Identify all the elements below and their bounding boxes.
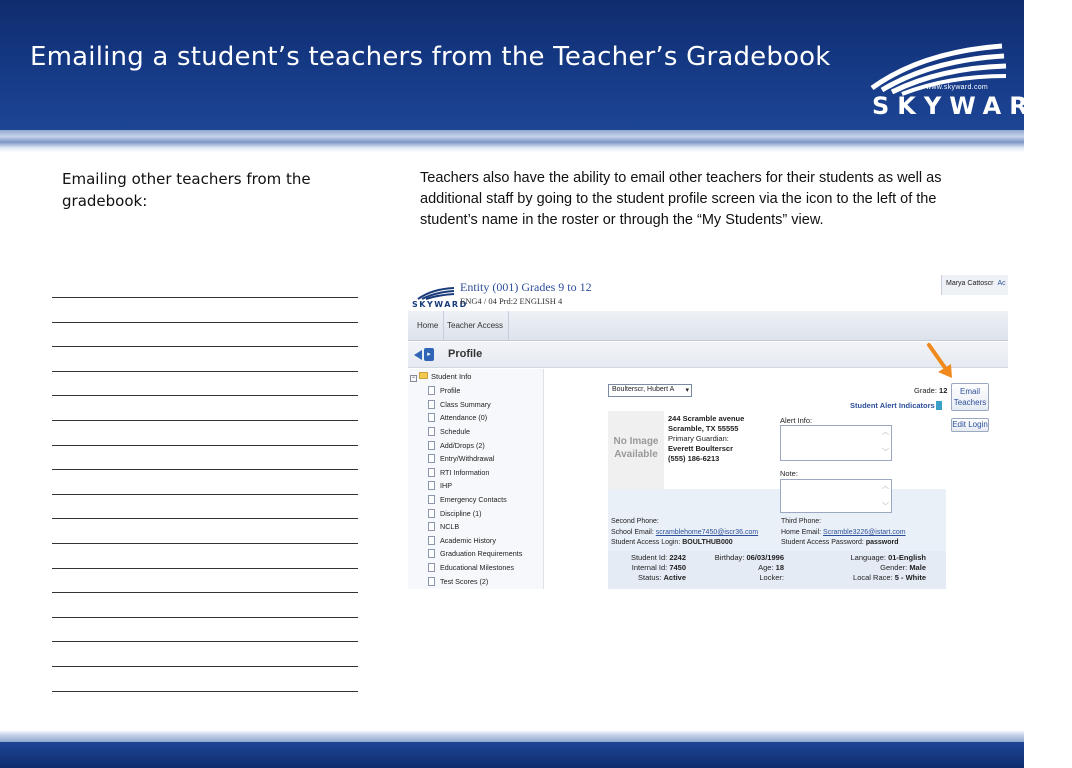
user-menu[interactable] — [941, 275, 1008, 295]
tree-item-test-scores[interactable] — [428, 574, 522, 588]
user-account-link[interactable]: Ac — [997, 280, 1006, 287]
age-value: 18 — [775, 563, 784, 572]
note-line — [52, 346, 358, 371]
student-ids — [611, 553, 946, 583]
tree-item-profile[interactable] — [428, 384, 522, 398]
logo-wordmark — [872, 92, 1072, 120]
tree-item-label: Graduation Requirements — [440, 549, 523, 559]
tree-item-label: Entry/Withdrawal — [440, 454, 495, 464]
document-icon — [428, 577, 435, 586]
tree-item-label: Class Summary — [440, 399, 491, 409]
slide-header — [0, 0, 1072, 130]
home-email-link[interactable]: Scramble3226@istart.com — [823, 528, 906, 536]
home-email-label: Home Email: — [781, 528, 822, 536]
tree-item-entry-withdrawal[interactable] — [428, 452, 522, 466]
note-line — [52, 395, 358, 420]
document-icon — [428, 481, 435, 490]
alert-indicator-icon[interactable] — [936, 401, 942, 410]
tree-item-label: IHP — [440, 481, 452, 491]
tree-item-attendance[interactable] — [428, 411, 522, 425]
collapse-icon[interactable]: − — [411, 375, 416, 381]
document-icon — [428, 495, 435, 504]
language-label: Language: — [850, 553, 886, 562]
document-icon — [428, 454, 435, 463]
document-icon — [428, 413, 435, 422]
tree-item-emergency-contacts[interactable] — [428, 493, 522, 507]
language-value: 01-English — [888, 553, 926, 562]
birthday-value: 06/03/1996 — [746, 553, 784, 562]
second-phone-label: Second Phone: — [611, 518, 659, 525]
tree-item-label: Emergency Contacts — [440, 495, 507, 505]
no-image-placeholder — [608, 411, 664, 489]
tree-item-rti[interactable] — [428, 466, 522, 480]
app-logo — [412, 287, 468, 309]
nav-arrows-icon[interactable]: ▸ — [424, 348, 434, 361]
tree-item-nclb[interactable] — [428, 520, 522, 534]
grade-label: Grade: — [914, 386, 937, 395]
student-address — [668, 414, 744, 464]
third-phone-label: Third Phone: — [781, 518, 822, 525]
birthday-label: Birthday: — [714, 553, 745, 562]
guardian-phone: (555) 186-6213 — [668, 454, 720, 463]
logo-url: www.skyward.com — [926, 84, 989, 91]
tree-item-label: Educational Milestones — [440, 563, 514, 573]
logo-word-text: SKYWARD — [872, 92, 1064, 120]
header-stripes — [0, 130, 1024, 152]
alert-info-label: Alert Info: — [780, 416, 813, 425]
description-paragraph: Teachers also have the ability to email other teachers for their students as well as additional staff by going to the student profile screen via the icon to the left of the student’s name in the roster or through the “My Students” view. — [420, 170, 942, 228]
document-icon — [428, 563, 435, 572]
note-line — [52, 371, 358, 396]
app-topbar — [408, 275, 1008, 311]
tree-item-label: Discipline (1) — [440, 508, 482, 518]
nav-home[interactable]: Home — [412, 311, 444, 341]
password-value: password — [865, 539, 899, 546]
chevron-down-icon: ▾ — [685, 387, 689, 394]
student-id-value: 2242 — [669, 553, 686, 562]
profile-screenshot — [408, 275, 1008, 589]
internal-id-label: Internal Id: — [631, 563, 668, 572]
footer-stripes — [0, 730, 1024, 742]
login-value: BOULTHUB000 — [682, 539, 733, 546]
tree-item-class-summary[interactable] — [428, 398, 522, 412]
note-line — [52, 568, 358, 593]
note-line — [52, 494, 358, 519]
tree-item-schedule[interactable] — [428, 425, 522, 439]
tree-item-label: Test Scores (2) — [440, 576, 489, 586]
tree-item-label: Profile — [440, 386, 461, 396]
school-email-label: School Email: — [611, 528, 654, 536]
status-label: Status: — [638, 573, 662, 582]
logo-registered: ® — [1063, 92, 1072, 101]
tree-item-add-drops[interactable] — [428, 438, 522, 452]
guardian-name: Everett Boulterscr — [668, 444, 734, 453]
guardian-label: Primary Guardian: — [668, 434, 729, 443]
tree-item-discipline[interactable] — [428, 506, 522, 520]
profile-header — [408, 342, 1008, 368]
document-icon — [428, 468, 435, 477]
password-label: Student Access Password: — [781, 539, 864, 546]
entity-title[interactable]: Entity (001) Grades 9 to 12 — [460, 280, 592, 294]
notes-heading: Emailing other teachers from the gradebook: — [62, 170, 311, 210]
scroll-arrows-icon[interactable]: ︿ ﹀ — [882, 429, 889, 456]
skyward-logo — [862, 44, 1072, 124]
nav-teacher-access[interactable]: Teacher Access — [442, 311, 509, 341]
note-line — [52, 691, 358, 716]
document-icon — [428, 522, 435, 531]
contact-info — [611, 517, 946, 549]
note-textarea[interactable] — [780, 479, 892, 513]
login-label: Student Access Login: — [611, 539, 681, 546]
document-icon — [428, 509, 435, 518]
note-line — [52, 445, 358, 470]
document-icon — [428, 536, 435, 545]
document-icon — [428, 386, 435, 395]
no-image-line2: Available — [614, 449, 658, 460]
note-line — [52, 666, 358, 691]
document-icon — [428, 441, 435, 450]
profile-heading: Profile — [448, 348, 483, 360]
tree-item-label: Academic History — [440, 535, 496, 545]
slide-title: Emailing a student’s teachers from the Teacher’s Gradebook — [30, 42, 831, 72]
school-email-link[interactable]: scramblehome7450@iscr36.com — [655, 528, 759, 536]
note-line — [52, 518, 358, 543]
email-teachers-line1: Email — [959, 387, 980, 396]
grade-display — [914, 386, 947, 395]
edit-login-button[interactable]: Edit Login — [951, 418, 989, 432]
document-icon — [428, 427, 435, 436]
app-logo-word: SKYWARD — [412, 300, 468, 309]
address-street: 244 Scramble avenue — [668, 414, 745, 423]
folder-icon — [419, 372, 428, 379]
tree-item-graduation-requirements[interactable] — [428, 547, 522, 561]
document-icon — [428, 400, 435, 409]
alert-indicators-link[interactable]: Student Alert Indicators — [850, 401, 935, 410]
tree-item-ihp[interactable] — [428, 479, 522, 493]
tree-item-label: Attendance (0) — [440, 413, 488, 423]
locker-label: Locker: — [759, 573, 784, 582]
gender-value: Male — [909, 563, 926, 572]
student-select-value: Boulterscr, Hubert A — [612, 386, 675, 393]
race-value: 5 - White — [894, 573, 926, 582]
note-line — [52, 543, 358, 568]
class-subtitle: ENG4 / 04 Prd:2 ENGLISH 4 — [460, 296, 563, 306]
tree-item-label: NCLB — [440, 522, 460, 532]
student-select[interactable] — [608, 384, 692, 397]
slide-footer — [0, 742, 1024, 768]
address-city: Scramble, TX 55555 — [668, 424, 739, 433]
status-value: Active — [663, 573, 686, 582]
student-id-label: Student Id: — [630, 553, 668, 562]
scroll-arrows-icon[interactable]: ︿ ﹀ — [882, 483, 889, 510]
note-line — [52, 641, 358, 666]
note-line — [52, 592, 358, 617]
tree-root-label: Student Info — [431, 372, 472, 381]
user-name: Marya Cattoscr — [946, 280, 994, 287]
tree-item-educational-milestones[interactable] — [428, 561, 522, 575]
callout-arrow-icon — [926, 342, 956, 380]
note-label: Note: — [780, 469, 798, 478]
internal-id-value: 7450 — [669, 563, 686, 572]
gender-label: Gender: — [880, 563, 908, 572]
note-line — [52, 297, 358, 322]
notes-lines — [52, 297, 358, 715]
no-image-line1: No Image — [613, 436, 659, 447]
student-info-tree — [408, 369, 544, 589]
tree-root[interactable] — [410, 372, 471, 382]
grade-value: 12 — [939, 386, 948, 395]
tree-item-label: RTI Information — [440, 467, 490, 477]
note-line — [52, 617, 358, 642]
email-teachers-button[interactable] — [951, 383, 989, 411]
note-line — [52, 322, 358, 347]
tree-item-academic-history[interactable] — [428, 534, 522, 548]
note-line — [52, 420, 358, 445]
alert-info-textarea[interactable] — [780, 425, 892, 461]
note-line — [52, 469, 358, 494]
tree-item-label: Schedule — [440, 427, 470, 437]
tree-item-label: Add/Drops (2) — [440, 440, 485, 450]
document-icon — [428, 549, 435, 558]
age-label: Age: — [758, 563, 774, 572]
back-arrow-icon[interactable] — [414, 350, 422, 360]
app-navbar — [408, 311, 1008, 341]
race-label: Local Race: — [853, 573, 893, 582]
app-logo-swoosh-icon — [416, 287, 456, 299]
email-teachers-line2: Teachers — [953, 398, 987, 407]
